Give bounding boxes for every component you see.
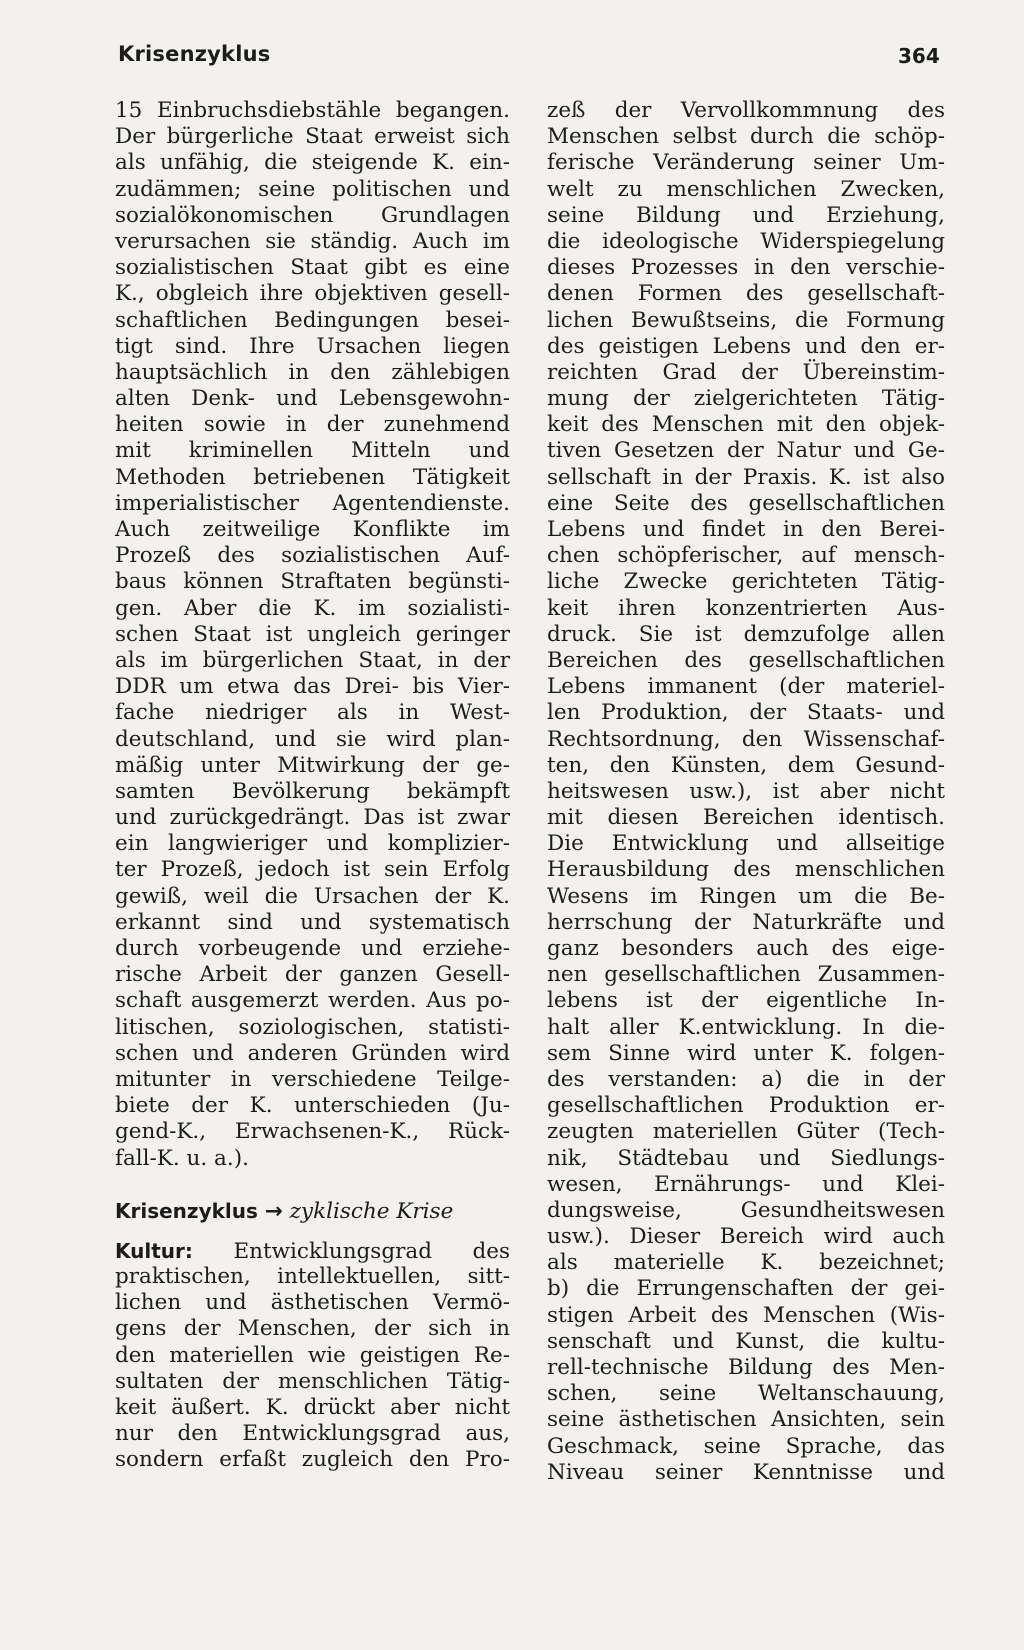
text-line: Menschen selbst durch die schöp-	[547, 124, 945, 150]
page-number: 364	[898, 44, 940, 68]
text-line: seine Bildung und Erziehung,	[547, 202, 945, 228]
text-line: dungsweise, Gesundheitswesen	[547, 1197, 945, 1223]
text-line: dieses Prozesses in den verschie-	[547, 255, 945, 281]
text-line: Bereichen des gesellschaftlichen	[547, 647, 945, 673]
text-line: nen gesellschaftlichen Zusammen-	[547, 962, 945, 988]
text-line: chen schöpferischer, auf mensch-	[547, 543, 945, 569]
text-line: verursachen sie ständig. Auch im	[115, 228, 510, 254]
text-line: Geschmack, seine Sprache, das	[547, 1433, 945, 1459]
text-line: deutschland, und sie wird plan-	[115, 726, 510, 752]
text-line: usw.). Dieser Bereich wird auch	[547, 1224, 945, 1250]
text-line: sozialökonomischen Grundlagen	[115, 202, 510, 228]
text-line: Auch zeitweilige Konflikte im	[115, 517, 510, 542]
text-line: sultaten der menschlichen Tätig-	[115, 1368, 510, 1394]
text-line: Die Entwicklung und allseitige	[547, 831, 945, 857]
text-line: gewiß, weil die Ursachen der K.	[115, 883, 510, 909]
text-line: len Produktion, der Staats- und	[547, 700, 945, 726]
entry-kultur-body	[115, 1264, 510, 1474]
entry-kultur-continued	[547, 98, 945, 1486]
text-line: fall-K. u. a.).	[115, 1145, 249, 1171]
text-line: biete der K. unterschieden (Ju-	[115, 1093, 510, 1119]
text-line: praktischen, intellektuellen, sitt-	[115, 1264, 510, 1290]
text-line: als unfähig, die steigende K. ein-	[115, 150, 510, 176]
text-line: Wesens im Ringen um die Be-	[547, 883, 945, 909]
text-line: als im bürgerlichen Staat, in der	[115, 647, 510, 673]
text-line: ein langwieriger und komplizier-	[115, 831, 510, 857]
text-line: seine ästhetischen Ansichten, sein	[547, 1407, 945, 1433]
text-line: Niveau seiner Kenntnisse und	[547, 1459, 945, 1485]
text-line: mit kriminellen Mitteln und	[115, 438, 510, 464]
entry-term: Krisenzyklus	[115, 1198, 258, 1223]
text-line: zudämmen; seine politischen und	[115, 176, 510, 202]
text-line: litischen, soziologischen, statisti-	[115, 1014, 510, 1040]
text-line: schaftlichen Bedingungen besei-	[115, 307, 510, 333]
text-line: Lebens und findet in den Berei-	[547, 517, 945, 542]
text-line: mitunter in verschiedene Teilge-	[115, 1066, 510, 1092]
text-line: herrschung der Naturkräfte und	[547, 909, 945, 935]
text-line: alten Denk- und Lebensgewohn-	[115, 386, 510, 412]
text-line: gen. Aber die K. im sozialisti-	[115, 595, 510, 621]
text-line: lichen Bewußtseins, die Formung	[547, 307, 945, 333]
text-line: DDR um etwa das Drei- bis Vier-	[115, 674, 510, 700]
text-line: halt aller K.entwicklung. In die-	[547, 1014, 945, 1040]
text-line: rell-technische Bildung des Men-	[547, 1355, 945, 1380]
text-line: durch vorbeugende und erziehe-	[115, 936, 510, 961]
cross-reference-link[interactable]: zyklische Krise	[289, 1198, 454, 1224]
text-line: Der bürgerliche Staat erweist sich	[115, 124, 510, 150]
text-line: ten, den Künsten, dem Gesund-	[547, 752, 945, 778]
text-line: heiten sowie in der zunehmend	[115, 412, 510, 438]
text-line: schen Staat ist ungleich geringer	[115, 621, 510, 647]
text-line: zeß der Vervollkommnung des	[547, 98, 945, 123]
text-line: lebens ist der eigentliche In-	[547, 988, 945, 1014]
text-line: ferische Veränderung seiner Um-	[547, 150, 945, 176]
text-line: welt zu menschlichen Zwecken,	[547, 176, 945, 202]
text-line: des geistigen Lebens und den er-	[547, 333, 945, 359]
text-line: eine Seite des gesellschaftlichen	[547, 490, 945, 516]
text-line: tiven Gesetzen der Natur und Ge-	[547, 438, 945, 464]
text-line: Herausbildung des menschlichen	[547, 857, 945, 883]
text-line: 15 Einbruchsdiebstähle begangen.	[115, 98, 510, 123]
text-line: schen und anderen Gründen wird	[115, 1040, 510, 1066]
text-line: Prozeß des sozialistischen Auf-	[115, 543, 510, 569]
text-line: gend-K., Erwachsenen-K., Rück-	[115, 1119, 510, 1145]
text-line: lichen und ästhetischen Vermö-	[115, 1290, 510, 1316]
text-line: keit des Menschen mit den objek-	[547, 412, 945, 438]
running-title: Krisenzyklus	[118, 42, 271, 66]
text-line: sondern erfaßt zugleich den Pro-	[115, 1447, 510, 1473]
text-line: K., obgleich ihre objektiven gesell-	[115, 281, 510, 307]
text-line: liche Zwecke gerichteten Tätig-	[547, 569, 945, 595]
entry-text: Entwicklungsgrad des	[233, 1238, 510, 1264]
text-line: mit diesen Bereichen identisch.	[547, 805, 945, 831]
text-line: des verstanden: a) die in der	[547, 1066, 945, 1092]
text-line: sellschaft in der Praxis. K. ist also	[547, 464, 945, 490]
text-line: mung der zielgerichteten Tätig-	[547, 386, 945, 412]
text-line: die ideologische Widerspiegelung	[547, 228, 945, 254]
right-column	[547, 98, 945, 1486]
text-line: keit äußert. K. drückt aber nicht	[115, 1395, 510, 1420]
entry-first-line	[115, 1238, 510, 1264]
left-column	[115, 98, 510, 1474]
text-line: fache niedriger als in West-	[115, 700, 510, 726]
text-line: ganz besonders auch des eige-	[547, 936, 945, 961]
entry-kultur	[115, 1238, 510, 1474]
text-line: baus können Straftaten begünsti-	[115, 569, 510, 595]
text-line: imperialistischer Agentendienste.	[115, 490, 510, 516]
text-line: zeugten materiellen Güter (Tech-	[547, 1119, 945, 1145]
text-line: reichten Grad der Übereinstim-	[547, 359, 945, 385]
text-line: Methoden betriebenen Tätigkeit	[115, 464, 510, 490]
text-line: und zurückgedrängt. Das ist zwar	[115, 805, 510, 831]
entry-kriminalitaet-continued	[115, 98, 510, 1172]
text-line: druck. Sie ist demzufolge allen	[547, 621, 945, 647]
text-line: tigt sind. Ihre Ursachen liegen	[115, 333, 510, 359]
text-line: sozialistischen Staat gibt es eine	[115, 255, 510, 281]
text-line: erkannt sind und systematisch	[115, 909, 510, 935]
text-line: wesen, Ernährungs- und Klei-	[547, 1171, 945, 1197]
cross-reference-arrow-icon: →	[264, 1198, 283, 1224]
text-line: den materiellen wie geistigen Re-	[115, 1342, 510, 1368]
text-line: ter Prozeß, jedoch ist sein Erfolg	[115, 857, 510, 883]
entry-term: Kultur:	[115, 1238, 193, 1263]
text-line: nur den Entwicklungsgrad aus,	[115, 1421, 510, 1447]
text-line: gesellschaftlichen Produktion er-	[547, 1093, 945, 1119]
text-line: heitswesen usw.), ist aber nicht	[547, 778, 945, 804]
text-line: stigen Arbeit des Menschen (Wis-	[547, 1302, 945, 1328]
text-line: rische Arbeit der ganzen Gesell-	[115, 962, 510, 988]
text-line: gens der Menschen, der sich in	[115, 1316, 510, 1342]
text-line: mäßig unter Mitwirkung der ge-	[115, 752, 510, 778]
text-line: hauptsächlich in den zählebigen	[115, 359, 510, 385]
text-line: schen, seine Weltanschauung,	[547, 1381, 945, 1407]
text-line: Lebens immanent (der materiel-	[547, 674, 945, 700]
text-line: sem Sinne wird unter K. folgen-	[547, 1040, 945, 1066]
text-line: b) die Errungenschaften der gei-	[547, 1276, 945, 1302]
text-line: schaft ausgemerzt werden. Aus po-	[115, 988, 510, 1014]
text-line: Rechtsordnung, den Wissenschaf-	[547, 726, 945, 752]
text-line: samten Bevölkerung bekämpft	[115, 778, 510, 804]
text-line: nik, Städtebau und Siedlungs-	[547, 1145, 945, 1171]
entry-krisenzyklus	[115, 1198, 510, 1224]
text-line: keit ihren konzentrierten Aus-	[547, 595, 945, 621]
text-line: als materielle K. bezeichnet;	[547, 1250, 945, 1276]
text-line: denen Formen des gesellschaft-	[547, 281, 945, 307]
text-line: senschaft und Kunst, die kultu-	[547, 1328, 945, 1354]
